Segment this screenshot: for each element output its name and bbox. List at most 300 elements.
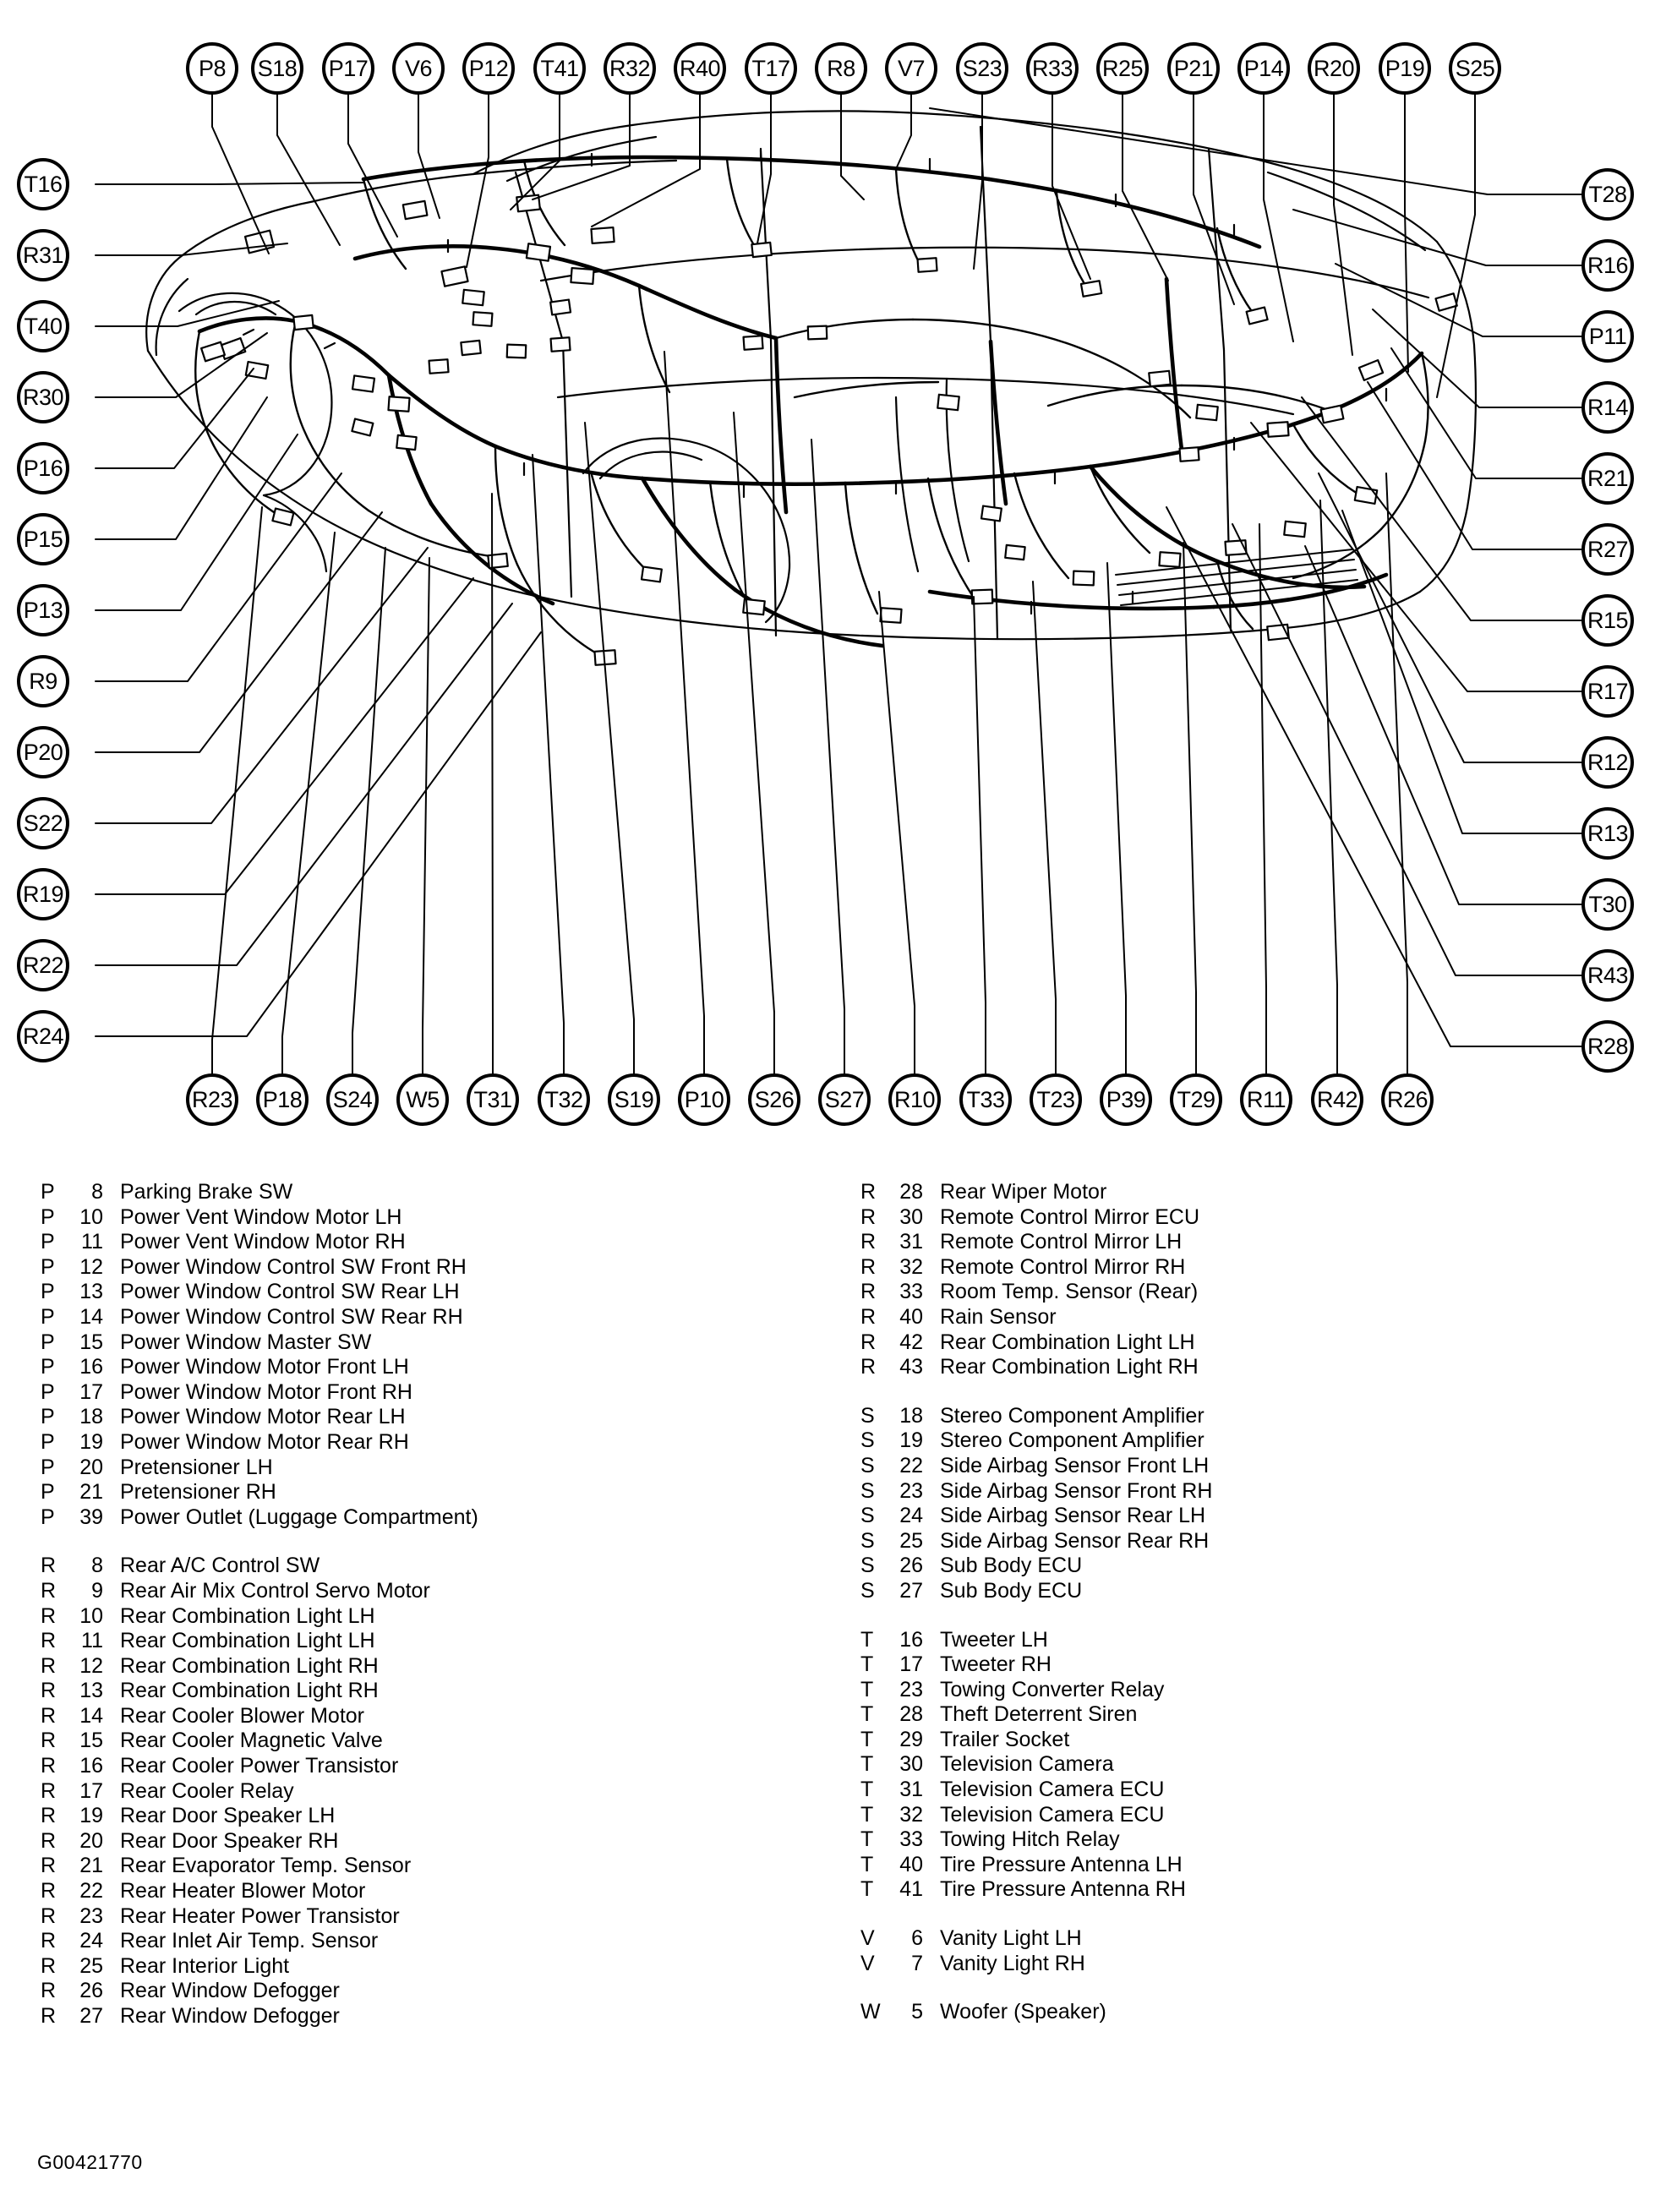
callout-label: P10	[684, 1086, 724, 1112]
callout-R11[interactable]	[1240, 1073, 1292, 1126]
legend-group-V	[860, 1926, 1638, 1976]
legend-description: Power Window Motor Rear LH	[120, 1405, 406, 1429]
legend-number: 24	[79, 1929, 103, 1953]
legend-number: 29	[899, 1727, 923, 1751]
callout-label: P19	[1385, 55, 1425, 81]
legend-letter: R	[860, 1355, 877, 1379]
legend-description: Towing Hitch Relay	[940, 1827, 1120, 1852]
callout-R10[interactable]	[888, 1073, 941, 1126]
legend-number: 12	[79, 1254, 103, 1279]
callout-P16[interactable]	[17, 442, 69, 494]
legend-letter: R	[860, 1204, 877, 1229]
legend-letter: R	[41, 1828, 57, 1853]
callout-T30[interactable]	[1581, 878, 1634, 931]
legend-number: 24	[899, 1504, 923, 1528]
legend-description: Rear Combination Light LH	[940, 1330, 1195, 1354]
legend-row	[41, 1180, 818, 1205]
legend-number: 10	[79, 1204, 103, 1229]
callout-S19[interactable]	[608, 1073, 660, 1126]
callout-T33[interactable]	[959, 1073, 1012, 1126]
callout-P11[interactable]	[1581, 310, 1634, 363]
legend-number: 22	[899, 1453, 923, 1477]
callout-T29[interactable]	[1170, 1073, 1222, 1126]
leader-lines-bottom	[212, 352, 1407, 1073]
callout-R13[interactable]	[1581, 807, 1634, 860]
legend-letter: T	[860, 1752, 874, 1777]
callout-S27[interactable]	[818, 1073, 871, 1126]
legend-letter: T	[860, 1877, 874, 1902]
legend-description: Towing Converter Relay	[940, 1677, 1165, 1701]
legend-description: Parking Brake SW	[120, 1180, 293, 1204]
callout-R22[interactable]	[17, 939, 69, 991]
legend-description: Vanity Light RH	[940, 1951, 1085, 1975]
callout-R8[interactable]	[815, 42, 867, 95]
legend-row	[860, 1428, 1638, 1454]
callout-label: S18	[257, 55, 298, 81]
legend-letter: R	[860, 1230, 877, 1254]
harness-branches	[195, 159, 1428, 653]
legend-number: 11	[81, 1629, 103, 1653]
callout-T31[interactable]	[467, 1073, 519, 1126]
legend-number: 23	[899, 1478, 923, 1503]
callout-label: R25	[1101, 55, 1144, 81]
callout-R21[interactable]	[1581, 452, 1634, 505]
legend-number: 15	[79, 1330, 103, 1354]
legend-number: 43	[899, 1355, 923, 1379]
legend-column-left	[41, 1180, 818, 2053]
callout-label: R14	[1587, 394, 1629, 420]
callout-label: R30	[22, 384, 64, 410]
callout-label: R26	[1386, 1086, 1428, 1112]
legend-letter: P	[41, 1405, 55, 1429]
legend-row	[41, 1929, 818, 1954]
callout-label: R16	[1587, 252, 1629, 278]
legend-number: 33	[899, 1827, 923, 1852]
legend-letter: R	[860, 1254, 877, 1279]
legend-letter: R	[41, 1754, 57, 1778]
legend-letter: R	[41, 1703, 57, 1728]
legend-number: 17	[79, 1379, 103, 1404]
legend-row	[41, 1230, 818, 1255]
legend-letter: P	[41, 1204, 55, 1229]
legend-number: 18	[79, 1405, 103, 1429]
callout-R17[interactable]	[1581, 665, 1634, 718]
legend-row	[41, 1554, 818, 1579]
legend-description: Room Temp. Sensor (Rear)	[940, 1280, 1199, 1304]
legend-letter: S	[860, 1478, 875, 1503]
callout-V7[interactable]	[885, 42, 937, 95]
legend-row	[41, 1255, 818, 1281]
legend-letter: V	[860, 1951, 875, 1975]
legend-description: Rear Door Speaker RH	[120, 1828, 339, 1853]
legend-number: 10	[79, 1603, 103, 1628]
legend-number: 18	[899, 1403, 923, 1428]
callout-S18[interactable]	[251, 42, 303, 95]
legend-group-R2	[860, 1180, 1638, 1380]
legend-row	[41, 1205, 818, 1231]
legend-number: 21	[79, 1854, 103, 1878]
callout-T23[interactable]	[1030, 1073, 1082, 1126]
callout-R31[interactable]	[17, 229, 69, 281]
legend-row	[860, 1255, 1638, 1281]
callout-R32[interactable]	[604, 42, 656, 95]
legend-number: 8	[91, 1180, 103, 1204]
callout-R43[interactable]	[1581, 949, 1634, 1002]
legend-row	[41, 1330, 818, 1356]
callout-label: T41	[540, 55, 579, 81]
callout-T28[interactable]	[1581, 168, 1634, 221]
legend-description: Rear Cooler Blower Motor	[120, 1703, 364, 1728]
legend-description: Rear Inlet Air Temp. Sensor	[120, 1929, 379, 1953]
callout-R28[interactable]	[1581, 1020, 1634, 1073]
callout-P12[interactable]	[462, 42, 515, 95]
callout-label: V6	[404, 55, 433, 81]
callout-label: T30	[1588, 891, 1627, 917]
callout-label: P39	[1106, 1086, 1146, 1112]
callout-label: R19	[22, 881, 64, 907]
legend-number: 23	[899, 1677, 923, 1701]
legend-group-T	[860, 1628, 1638, 1903]
callout-S24[interactable]	[326, 1073, 379, 1126]
leader-lines-top	[212, 95, 1475, 397]
callout-R14[interactable]	[1581, 381, 1634, 434]
legend-description: Rain Sensor	[940, 1304, 1057, 1329]
legend-letter: R	[860, 1304, 877, 1329]
legend-row	[860, 1554, 1638, 1579]
callout-R16[interactable]	[1581, 239, 1634, 292]
legend-description: Theft Deterrent Siren	[940, 1702, 1138, 1727]
rear-defogger-grid	[1116, 549, 1357, 605]
legend-row	[860, 1778, 1638, 1803]
callout-R30[interactable]	[17, 371, 69, 423]
legend-row	[41, 1854, 818, 1879]
legend-row	[860, 1355, 1638, 1380]
legend-row	[860, 1952, 1638, 1977]
legend-number: 32	[899, 1802, 923, 1827]
callout-R20[interactable]	[1308, 42, 1360, 95]
legend-number: 39	[79, 1505, 103, 1529]
legend-letter: R	[41, 1653, 57, 1678]
callout-V6[interactable]	[392, 42, 445, 95]
legend-letter: R	[41, 1629, 57, 1653]
callout-P8[interactable]	[186, 42, 238, 95]
legend-letter: T	[860, 1802, 874, 1827]
legend-letter: P	[41, 1355, 55, 1379]
legend-description: Power Window Control SW Front RH	[120, 1254, 467, 1279]
callout-label: S19	[614, 1086, 654, 1112]
callout-R23[interactable]	[186, 1073, 238, 1126]
legend-number: 16	[899, 1627, 923, 1652]
callout-R33[interactable]	[1026, 42, 1079, 95]
legend-row	[860, 1230, 1638, 1255]
callout-R9[interactable]	[17, 655, 69, 707]
legend-letter: T	[860, 1627, 874, 1652]
legend-row	[41, 1505, 818, 1531]
legend-number: 13	[79, 1280, 103, 1304]
legend-description: Pretensioner LH	[120, 1455, 273, 1479]
legend-number: 14	[79, 1304, 103, 1329]
legend-description: Sub Body ECU	[940, 1578, 1083, 1603]
callout-P14[interactable]	[1237, 42, 1290, 95]
legend-letter: P	[41, 1304, 55, 1329]
legend-row	[860, 1579, 1638, 1604]
legend-description: Trailer Socket	[940, 1727, 1070, 1751]
legend-description: Power Vent Window Motor LH	[120, 1204, 402, 1229]
callout-P17[interactable]	[322, 42, 374, 95]
legend-number: 8	[91, 1554, 103, 1578]
legend-letter: T	[860, 1702, 874, 1727]
callout-S25[interactable]	[1449, 42, 1501, 95]
legend-row	[860, 1926, 1638, 1952]
legend-description: Television Camera ECU	[940, 1802, 1165, 1827]
callout-label: R31	[22, 242, 64, 268]
callout-label: S27	[824, 1086, 865, 1112]
legend-group-R	[41, 1554, 818, 2029]
callout-label: T16	[24, 171, 63, 197]
callout-R25[interactable]	[1096, 42, 1149, 95]
legend-number: 6	[911, 1926, 923, 1951]
legend-number: 17	[899, 1652, 923, 1677]
legend-description: Television Camera ECU	[940, 1778, 1165, 1802]
legend-number: 19	[899, 1428, 923, 1453]
callout-label: S23	[962, 55, 1002, 81]
callout-label: R23	[191, 1086, 233, 1112]
callout-label: R13	[1587, 820, 1629, 846]
legend-letter: W	[860, 2000, 881, 2024]
legend-letter: R	[41, 1879, 57, 1903]
legend-number: 40	[899, 1852, 923, 1876]
legend-row	[41, 1405, 818, 1430]
legend-row	[41, 1779, 818, 1805]
callout-label: R11	[1246, 1086, 1286, 1112]
legend-row	[41, 2004, 818, 2029]
legend-letter: R	[41, 1854, 57, 1878]
callout-P15[interactable]	[17, 513, 69, 565]
legend-letter: S	[860, 1554, 875, 1578]
legend-letter: R	[41, 1729, 57, 1753]
callout-R19[interactable]	[17, 868, 69, 920]
legend-description: Woofer (Speaker)	[940, 2000, 1106, 2024]
legend-row	[860, 1678, 1638, 1703]
callout-label: P13	[23, 597, 63, 623]
legend-description: Sub Body ECU	[940, 1554, 1083, 1578]
callout-R40[interactable]	[674, 42, 726, 95]
callout-label: R32	[609, 55, 651, 81]
callout-W5[interactable]	[396, 1073, 449, 1126]
legend-description: Power Window Motor Rear RH	[120, 1429, 409, 1454]
legend-row	[860, 1280, 1638, 1305]
legend-description: Tweeter RH	[940, 1652, 1052, 1677]
callout-label: R22	[22, 952, 64, 978]
callout-P39[interactable]	[1100, 1073, 1152, 1126]
callout-label: T23	[1036, 1086, 1075, 1112]
legend-description: Rear Cooler Relay	[120, 1778, 294, 1803]
callout-label: R43	[1587, 962, 1629, 988]
legend-row	[41, 1904, 818, 1930]
legend-row	[41, 1579, 818, 1604]
callout-T32[interactable]	[538, 1073, 590, 1126]
legend-number: 25	[79, 1953, 103, 1978]
legend-letter: R	[41, 1778, 57, 1803]
callout-label: R12	[1587, 749, 1629, 775]
legend-letter: T	[860, 1852, 874, 1876]
legend-description: Side Airbag Sensor Rear LH	[940, 1504, 1206, 1528]
legend-description: Power Window Control SW Rear LH	[120, 1280, 460, 1304]
callout-S22[interactable]	[17, 797, 69, 849]
legend-letter: S	[860, 1428, 875, 1453]
legend-letter: R	[41, 1804, 57, 1828]
legend-letter: R	[41, 1979, 57, 2003]
callout-label: R8	[827, 55, 855, 81]
callout-label: R9	[29, 668, 57, 694]
legend-number: 30	[899, 1204, 923, 1229]
legend-letter: R	[41, 1903, 57, 1928]
legend-row	[860, 1454, 1638, 1479]
legend-letter: P	[41, 1254, 55, 1279]
legend-group-P	[41, 1180, 818, 1530]
legend-letter: R	[41, 1679, 57, 1703]
legend-row	[860, 1752, 1638, 1778]
legend-row	[41, 1879, 818, 1904]
legend-letter: V	[860, 1926, 875, 1951]
legend-row	[41, 1654, 818, 1679]
legend-number: 19	[79, 1804, 103, 1828]
callout-label: W5	[406, 1086, 440, 1112]
legend-description: Rear Cooler Power Transistor	[120, 1754, 399, 1778]
callout-R12[interactable]	[1581, 736, 1634, 789]
callout-label: R10	[893, 1086, 936, 1112]
legend-number: 22	[79, 1879, 103, 1903]
legend-description: Side Airbag Sensor Rear RH	[940, 1528, 1210, 1553]
callout-R42[interactable]	[1311, 1073, 1363, 1126]
legend-description: Rear Window Defogger	[120, 1979, 340, 2003]
callout-T41[interactable]	[533, 42, 586, 95]
legend-number: 20	[79, 1828, 103, 1853]
legend-number: 33	[899, 1280, 923, 1304]
legend-description: Rear Heater Power Transistor	[120, 1903, 400, 1928]
callout-P10[interactable]	[678, 1073, 730, 1126]
legend-letter: P	[41, 1455, 55, 1479]
callout-P13[interactable]	[17, 584, 69, 636]
callout-label: P16	[23, 455, 63, 481]
leader-lines-left	[96, 183, 541, 1036]
callout-label: R27	[1587, 536, 1629, 562]
callout-label: S24	[332, 1086, 373, 1112]
legend-description: Rear Wiper Motor	[940, 1180, 1107, 1204]
callout-S23[interactable]	[956, 42, 1008, 95]
legend-number: 26	[899, 1554, 923, 1578]
legend-description: Power Window Motor Front RH	[120, 1379, 412, 1404]
callout-label: P11	[1588, 323, 1627, 349]
callout-label: R21	[1587, 465, 1629, 491]
callout-R27[interactable]	[1581, 523, 1634, 576]
callout-label: P15	[23, 526, 63, 552]
callout-R26[interactable]	[1381, 1073, 1434, 1126]
legend-letter: P	[41, 1280, 55, 1304]
legend-letter: P	[41, 1230, 55, 1254]
legend-number: 31	[899, 1778, 923, 1802]
callout-T40[interactable]	[17, 300, 69, 352]
legend-description: Pretensioner RH	[120, 1480, 276, 1505]
legend-letter: P	[41, 1180, 55, 1204]
legend-number: 11	[81, 1230, 103, 1254]
legend-row	[860, 1305, 1638, 1330]
legend-letter: S	[860, 1528, 875, 1553]
legend-row	[860, 2000, 1638, 2025]
legend-letter: P	[41, 1429, 55, 1454]
legend-letter: S	[860, 1453, 875, 1477]
legend-letter: R	[41, 1554, 57, 1578]
callout-P19[interactable]	[1379, 42, 1431, 95]
legend-letter: R	[41, 1578, 57, 1603]
legend-number: 15	[79, 1729, 103, 1753]
legend-row	[860, 1205, 1638, 1231]
legend-letter: R	[860, 1280, 877, 1304]
legend-row	[860, 1877, 1638, 1903]
legend-number: 12	[79, 1653, 103, 1678]
legend-description: Rear Air Mix Control Servo Motor	[120, 1578, 430, 1603]
callout-P20[interactable]	[17, 726, 69, 778]
callout-label: P20	[23, 739, 63, 765]
legend-row	[41, 1804, 818, 1829]
legend-row	[860, 1504, 1638, 1529]
legend-description: Power Window Motor Front LH	[120, 1355, 409, 1379]
callout-label: R17	[1587, 678, 1629, 704]
callout-label: S25	[1455, 55, 1495, 81]
callout-R15[interactable]	[1581, 594, 1634, 647]
legend-row	[41, 1380, 818, 1406]
callout-label: T33	[966, 1086, 1005, 1112]
callout-T16[interactable]	[17, 158, 69, 210]
callout-label: R33	[1031, 55, 1073, 81]
callout-label: P21	[1173, 55, 1214, 81]
legend-description: Stereo Component Amplifier	[940, 1403, 1204, 1428]
legend-row	[41, 1829, 818, 1854]
legend-number: 32	[899, 1254, 923, 1279]
callout-P18[interactable]	[256, 1073, 309, 1126]
legend-number: 14	[79, 1703, 103, 1728]
legend-number: 31	[899, 1230, 923, 1254]
callout-label: P18	[262, 1086, 303, 1112]
legend-row	[860, 1652, 1638, 1678]
callout-P21[interactable]	[1167, 42, 1220, 95]
legend-row	[41, 1456, 818, 1481]
callout-S26[interactable]	[748, 1073, 800, 1126]
callout-R24[interactable]	[17, 1010, 69, 1062]
legend-letter: S	[860, 1504, 875, 1528]
legend-description: Rear Cooler Magnetic Valve	[120, 1729, 383, 1753]
callout-T17[interactable]	[745, 42, 797, 95]
legend-row	[860, 1702, 1638, 1728]
legend-row	[41, 1704, 818, 1729]
legend-number: 30	[899, 1752, 923, 1777]
legend-number: 7	[911, 1951, 923, 1975]
callout-label: R20	[1313, 55, 1355, 81]
legend-number: 16	[79, 1355, 103, 1379]
legend-number: 42	[899, 1330, 923, 1354]
callout-label: P14	[1243, 55, 1284, 81]
legend-number: 9	[91, 1578, 103, 1603]
legend-row	[41, 1954, 818, 1980]
callout-label: T29	[1177, 1086, 1215, 1112]
legend-row	[860, 1180, 1638, 1205]
legend-letter: P	[41, 1330, 55, 1354]
legend-row	[860, 1628, 1638, 1653]
legend-description: Stereo Component Amplifier	[940, 1428, 1204, 1453]
legend-letter: R	[860, 1180, 877, 1204]
legend-description: Tire Pressure Antenna LH	[940, 1852, 1183, 1876]
legend-letter: P	[41, 1505, 55, 1529]
